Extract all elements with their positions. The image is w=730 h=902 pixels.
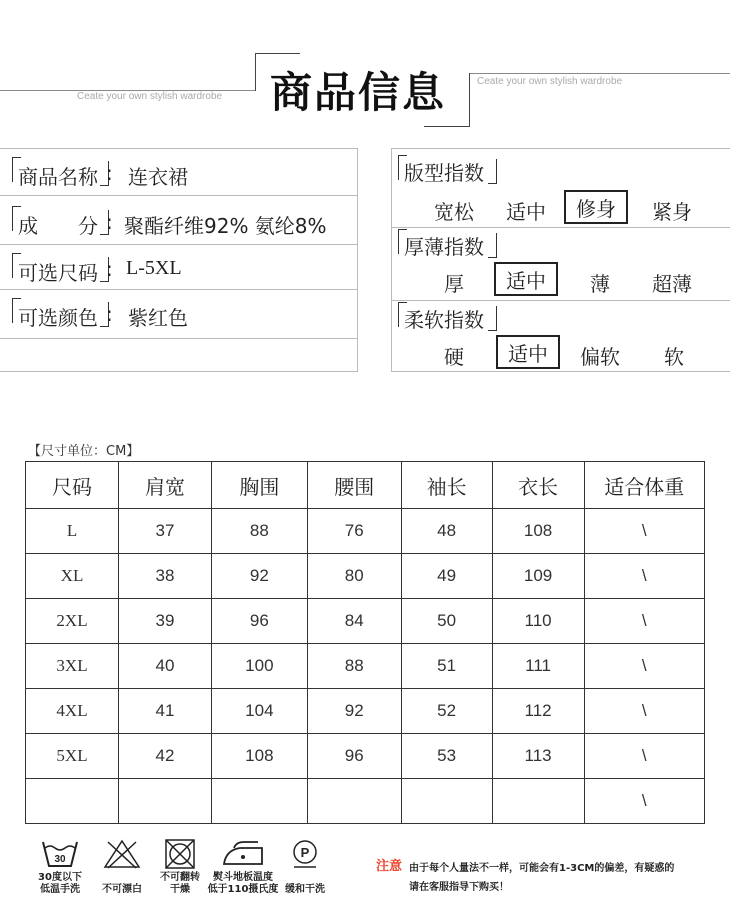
- column-header: 胸围: [211, 462, 307, 509]
- table-cell: 96: [211, 599, 307, 644]
- table-cell: 113: [492, 734, 584, 779]
- size-cell: L: [26, 509, 119, 554]
- size-cell: 4XL: [26, 689, 119, 734]
- table-row: [26, 779, 705, 824]
- size-cell: 3XL: [26, 644, 119, 689]
- frame-top: [255, 53, 300, 54]
- care-label: 缓和干洗: [285, 884, 325, 895]
- no-bleach-icon: [102, 838, 142, 870]
- index-title: 版型指数: [404, 161, 484, 185]
- header-rule-right: [470, 73, 730, 74]
- table-row: [26, 509, 705, 554]
- table-cell: 110: [492, 599, 584, 644]
- care-label: [280, 872, 330, 884]
- care-label: 低温手洗: [40, 884, 80, 895]
- index-option: 偏软: [580, 345, 620, 369]
- no-tumble-dry-icon: [163, 838, 197, 870]
- care-item-dry: [155, 838, 205, 896]
- info-row-material: [0, 196, 357, 245]
- table-cell: [307, 779, 401, 824]
- index-divider: [392, 227, 730, 228]
- frame-right: [469, 73, 470, 126]
- size-table: [25, 461, 705, 824]
- care-label: 30度以下: [38, 872, 82, 883]
- index-option: 薄: [590, 272, 610, 296]
- care-label: 不可翻转: [160, 872, 200, 883]
- care-label: 干燥: [170, 884, 190, 895]
- notice-line: 由于每个人量法不一样，可能会有1-3CM的偏差，有疑惑的: [409, 863, 675, 874]
- info-sep: :: [106, 302, 113, 326]
- info-sep: :: [106, 257, 113, 281]
- table-cell: [401, 779, 492, 824]
- table-cell: 39: [119, 599, 212, 644]
- table-cell: 88: [307, 644, 401, 689]
- column-header: 衣长: [492, 462, 584, 509]
- frame-left: [255, 53, 256, 91]
- care-item-dryclean: [280, 838, 330, 896]
- info-row-colors: [0, 290, 357, 339]
- info-row-name: [0, 149, 357, 196]
- table-cell: 50: [401, 599, 492, 644]
- table-row: [26, 689, 705, 734]
- table-cell: [119, 779, 212, 824]
- svg-text:30: 30: [54, 854, 66, 865]
- index-option: 宽松: [434, 200, 474, 224]
- info-label: 可选尺码: [18, 261, 98, 285]
- table-cell: 76: [307, 509, 401, 554]
- iron-low-icon: [218, 838, 268, 870]
- table-cell: 48: [401, 509, 492, 554]
- index-title: 柔软指数: [404, 308, 484, 332]
- info-sep: :: [106, 161, 113, 185]
- table-cell: \: [584, 779, 704, 824]
- table-cell: 51: [401, 644, 492, 689]
- info-sep: :: [106, 210, 113, 234]
- info-label: 商品名称: [18, 165, 98, 189]
- table-cell: 52: [401, 689, 492, 734]
- svg-text:P: P: [300, 845, 310, 860]
- table-cell: 109: [492, 554, 584, 599]
- info-label: 可选颜色: [18, 306, 98, 330]
- size-cell: [26, 779, 119, 824]
- size-cell: XL: [26, 554, 119, 599]
- table-cell: 84: [307, 599, 401, 644]
- size-cell: 2XL: [26, 599, 119, 644]
- care-label: 低于110摄氏度: [207, 884, 279, 895]
- info-value: 连衣裙: [128, 165, 188, 189]
- index-option-selected: 适中: [494, 262, 558, 296]
- table-cell: 49: [401, 554, 492, 599]
- table-cell: \: [584, 509, 704, 554]
- info-value: 聚酯纤维92% 氨纶8%: [124, 214, 327, 238]
- column-header: 尺码: [26, 462, 119, 509]
- info-value: 紫红色: [128, 306, 188, 330]
- fabric-index-panel: [391, 148, 730, 372]
- table-cell: 41: [119, 689, 212, 734]
- table-cell: \: [584, 734, 704, 779]
- care-item-wash: [30, 838, 90, 896]
- column-header: 腰围: [307, 462, 401, 509]
- table-header-row: [26, 462, 705, 509]
- table-cell: 111: [492, 644, 584, 689]
- table-cell: 112: [492, 689, 584, 734]
- table-cell: 42: [119, 734, 212, 779]
- notice-heading: 注意: [376, 859, 403, 874]
- table-cell: 38: [119, 554, 212, 599]
- care-label: [94, 872, 150, 884]
- tagline-left: Ceate your own stylish wardrobe: [77, 91, 223, 102]
- index-title: 厚薄指数: [404, 235, 484, 259]
- care-item-iron: [204, 838, 282, 896]
- care-item-bleach: [94, 838, 150, 896]
- table-cell: \: [584, 644, 704, 689]
- table-cell: 40: [119, 644, 212, 689]
- info-value: L-5XL: [126, 257, 182, 279]
- table-cell: 80: [307, 554, 401, 599]
- bracket-close: [488, 233, 497, 258]
- table-row: [26, 644, 705, 689]
- column-header: 适合体重: [584, 462, 704, 509]
- index-option: 软: [664, 345, 684, 369]
- product-info-panel: [0, 148, 358, 372]
- table-cell: 96: [307, 734, 401, 779]
- table-row: [26, 554, 705, 599]
- bracket-close: [488, 306, 497, 331]
- care-label: 不可漂白: [102, 884, 142, 895]
- index-option-selected: 适中: [496, 335, 560, 369]
- dry-clean-icon: [289, 838, 321, 870]
- table-cell: 108: [492, 509, 584, 554]
- table-row: [26, 734, 705, 779]
- unit-label: 【尺寸单位：CM】: [28, 444, 140, 459]
- table-cell: \: [584, 689, 704, 734]
- wash-30-icon: [39, 838, 81, 870]
- table-cell: \: [584, 554, 704, 599]
- bracket-close: [488, 159, 497, 184]
- info-row-sizes: [0, 245, 357, 290]
- table-cell: 100: [211, 644, 307, 689]
- table-cell: 37: [119, 509, 212, 554]
- tagline-right: Ceate your own stylish wardrobe: [477, 76, 623, 87]
- size-cell: 5XL: [26, 734, 119, 779]
- index-option: 硬: [444, 345, 464, 369]
- table-cell: 88: [211, 509, 307, 554]
- index-option: 紧身: [652, 200, 692, 224]
- table-cell: 104: [211, 689, 307, 734]
- index-divider: [392, 300, 730, 301]
- table-cell: \: [584, 599, 704, 644]
- column-header: 袖长: [401, 462, 492, 509]
- info-label: 成 分: [18, 214, 98, 238]
- size-table-body: [26, 509, 705, 824]
- table-cell: [492, 779, 584, 824]
- table-row: [26, 599, 705, 644]
- index-option: 厚: [444, 272, 464, 296]
- page-title: 商品信息: [270, 68, 447, 117]
- index-option-selected: 修身: [564, 190, 628, 224]
- table-cell: 92: [307, 689, 401, 734]
- notice-line: 请在客服指导下购买！: [409, 882, 509, 893]
- index-option: 超薄: [652, 272, 692, 296]
- table-cell: 108: [211, 734, 307, 779]
- frame-bottom: [424, 126, 470, 127]
- column-header: 肩宽: [119, 462, 212, 509]
- table-cell: [211, 779, 307, 824]
- index-option: 适中: [506, 200, 546, 224]
- table-cell: 92: [211, 554, 307, 599]
- care-label: 熨斗地板温度: [213, 872, 273, 883]
- table-cell: 53: [401, 734, 492, 779]
